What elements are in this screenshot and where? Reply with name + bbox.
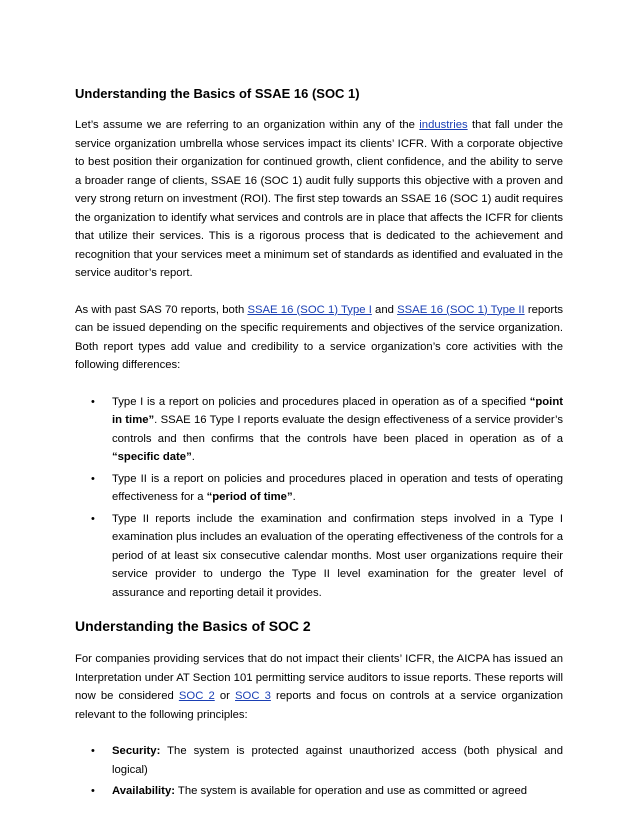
text: For companies providing services that do not impact their clients’ ICFR, the AICPA has issued an Interpretation under AT Section 101 permitting service auditors to issue reports. These reports will now be considered bbox=[75, 653, 563, 702]
bullet-icon: • bbox=[91, 512, 95, 525]
type-i-link[interactable]: SSAE 16 (SOC 1) Type I bbox=[247, 303, 372, 316]
text: Type II is a report on policies and procedures placed in operation and tests of operating effectiveness for a bbox=[112, 472, 563, 503]
text: . bbox=[292, 491, 296, 503]
paragraph-intro bbox=[75, 116, 563, 283]
text: and bbox=[371, 303, 398, 316]
list-item bbox=[75, 393, 563, 467]
section-heading-ssae16: Understanding the Basics of SSAE 16 (SOC 1) bbox=[75, 86, 360, 101]
list-item bbox=[75, 510, 563, 603]
bullet-icon: • bbox=[91, 472, 95, 485]
document-body bbox=[75, 85, 563, 804]
text: or bbox=[214, 690, 236, 702]
principles-list bbox=[75, 742, 563, 801]
section-heading-soc2: Understanding the Basics of SOC 2 bbox=[75, 618, 311, 634]
list-item bbox=[75, 782, 563, 801]
text: . bbox=[191, 451, 195, 463]
bullet-icon: • bbox=[91, 395, 95, 408]
type-ii-link[interactable]: SSAE 16 (SOC 1) Type II bbox=[397, 303, 525, 316]
list-item bbox=[75, 742, 563, 779]
paragraph-report-types bbox=[75, 301, 563, 375]
text: Type II reports include the examination and confirmation steps involved in a Type I examination plus includes an evaluation of the operating effectiveness of the controls for a period of at least six consecutive calendar months. Most user organizations require their service provider to undergo the Type II level examination for the greater level of assurance and reporting detail it provides. bbox=[112, 512, 563, 599]
text: As with past SAS 70 reports, both bbox=[75, 303, 248, 316]
text: The system is available for operation and use as committed or agreed bbox=[175, 785, 528, 797]
text: Type I is a report on policies and procedures placed in operation as of a specified bbox=[112, 395, 530, 408]
paragraph-soc2 bbox=[75, 650, 563, 724]
differences-list bbox=[75, 393, 563, 603]
bullet-icon: • bbox=[91, 785, 95, 797]
bullet-icon: • bbox=[91, 745, 95, 757]
principle-label: Security: bbox=[112, 745, 161, 757]
list-item bbox=[75, 470, 563, 507]
text: reports and focus on controls at a service organization relevant to the following principles: bbox=[75, 690, 563, 721]
text: reports can be issued depending on the specific requirements and objectives of the service organization. Both report types add value and credibility to a service organization’s core activities with the following differences: bbox=[75, 303, 563, 371]
soc2-link[interactable]: SOC 2 bbox=[178, 690, 215, 702]
principle-label: Availability: bbox=[112, 785, 175, 797]
industries-link[interactable]: industries bbox=[419, 119, 468, 131]
text-bold: “point in time” bbox=[112, 395, 563, 426]
text: Let’s assume we are referring to an organization within any of the bbox=[75, 119, 420, 131]
text-bold: “specific date” bbox=[112, 451, 192, 463]
text-bold: “period of time” bbox=[206, 491, 293, 503]
text: The system is protected against unauthorized access (both physical and logical) bbox=[112, 745, 563, 776]
text: that fall under the service organization umbrella whose services impact its clients’ ICFR. With a corporate objective to best position their organization for continued growth, client confidence, and the ability to serve a broader range of clients, SSAE 16 (SOC 1) audit fully supports this objective with a proven and very strong return on investment (ROI). The first step towards an SSAE 16 (SOC 1) audit requires the organization to identify what services and controls are in place that affects the ICFR for clients that utilize their services. This is a rigorous process that is dedicated to the achievement and recognition that your services meet a minimum set of standards as identified and evaluated in the service auditor’s report. bbox=[75, 119, 564, 279]
text: . SSAE 16 Type I reports evaluate the design effectiveness of a service provider’s controls and then confirms that the controls have been placed in operation as of a bbox=[112, 414, 563, 445]
soc3-link[interactable]: SOC 3 bbox=[235, 690, 271, 702]
